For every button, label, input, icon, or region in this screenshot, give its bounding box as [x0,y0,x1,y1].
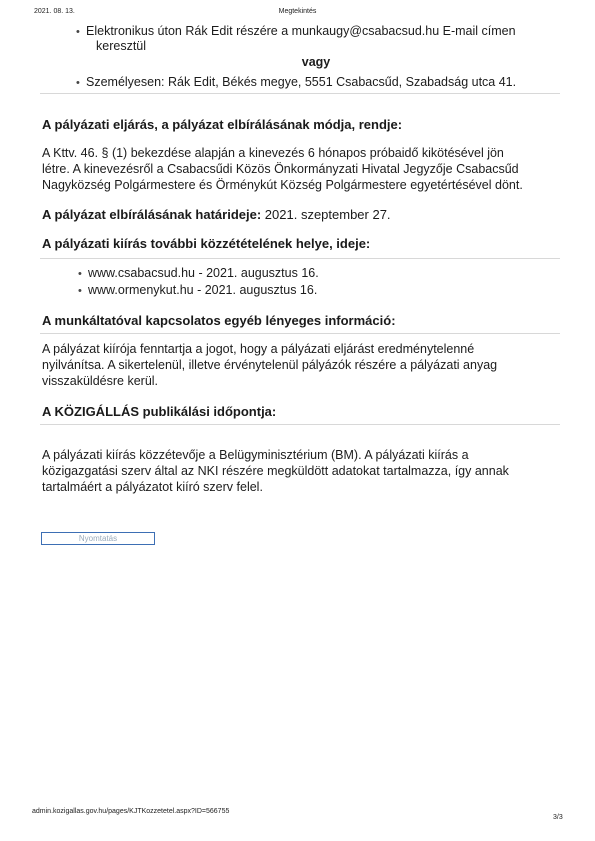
print-button[interactable]: Nyomtatás [41,532,155,545]
deadline-label: A pályázat elbírálásának határideje: [42,207,262,222]
procedure-heading: A pályázati eljárás, a pályázat elbírálásának módja, rendje: [42,117,403,132]
bullet-icon: • [76,26,80,38]
bullet-icon: • [78,285,82,297]
publication-heading: A pályázati kiírás további közzétételének helye, ideje: [42,236,371,251]
kozigallas-text: A pályázati kiírás közzétevője a Belügyminisztérium (BM). A pályázati kiírás a közigazgatási szerv által az NKI részére megküldött adatokat tartalmazza, így annak tartalmáért a pályázatot kiíró szerv felel. [42,448,509,494]
publication-list [78,266,319,298]
divider [40,93,560,94]
bullet-icon: • [78,268,82,280]
list-item-continuation: keresztül [96,39,147,53]
bullet-icon: • [76,77,80,89]
divider [40,333,560,334]
employer-info-text: A pályázat kiírója fenntartja a jogot, hogy a pályázati eljárást eredménytelenné nyilvánítsa. A sikertelenül, illetve érvénytelenül pályázók részére a pályázati anyag visszaküldésre kerül. [42,342,498,388]
page-number: 3/3 [553,814,563,821]
or-separator: vagy [301,55,331,69]
submission-list [76,24,576,90]
list-item: • www.ormenykut.hu - 2021. augusztus 16. [78,283,318,297]
divider [40,424,560,425]
procedure-text: A Kttv. 46. § (1) bekezdése alapján a kinevezés 6 hónapos próbaidő kikötésével jön létre. A kinevezésről a Csabacsűdi Közös Önkormányzati Hivatal Jegyzője Csabacsűd Nagyközség Polgármestere és Örménykút Község Polgármestere egyetértésével dönt. [42,146,523,192]
list-item: • Személyesen: Rák Edit, Békés megye, 5551 Csabacsűd, Szabadság utca 41. [76,75,517,89]
deadline-value: 2021. szeptember 27. [264,207,391,222]
employer-info-heading: A munkáltatóval kapcsolatos egyéb lényeges információ: [42,313,396,328]
deadline [42,207,391,222]
list-item: • Elektronikus úton Rák Edit részére a munkaugy@csabacsud.hu E-mail címen [76,24,516,38]
list-item: • www.csabacsud.hu - 2021. augusztus 16. [78,266,319,280]
kozigallas-heading: A KÖZIGÁLLÁS publikálási időpontja: [42,404,277,419]
print-title: Megtekintés [278,8,317,15]
print-date: 2021. 08. 13. [34,8,75,15]
footer-url: admin.kozigallas.gov.hu/pages/KJTKozzetetel.aspx?ID=566755 [32,808,230,815]
divider [40,258,560,259]
